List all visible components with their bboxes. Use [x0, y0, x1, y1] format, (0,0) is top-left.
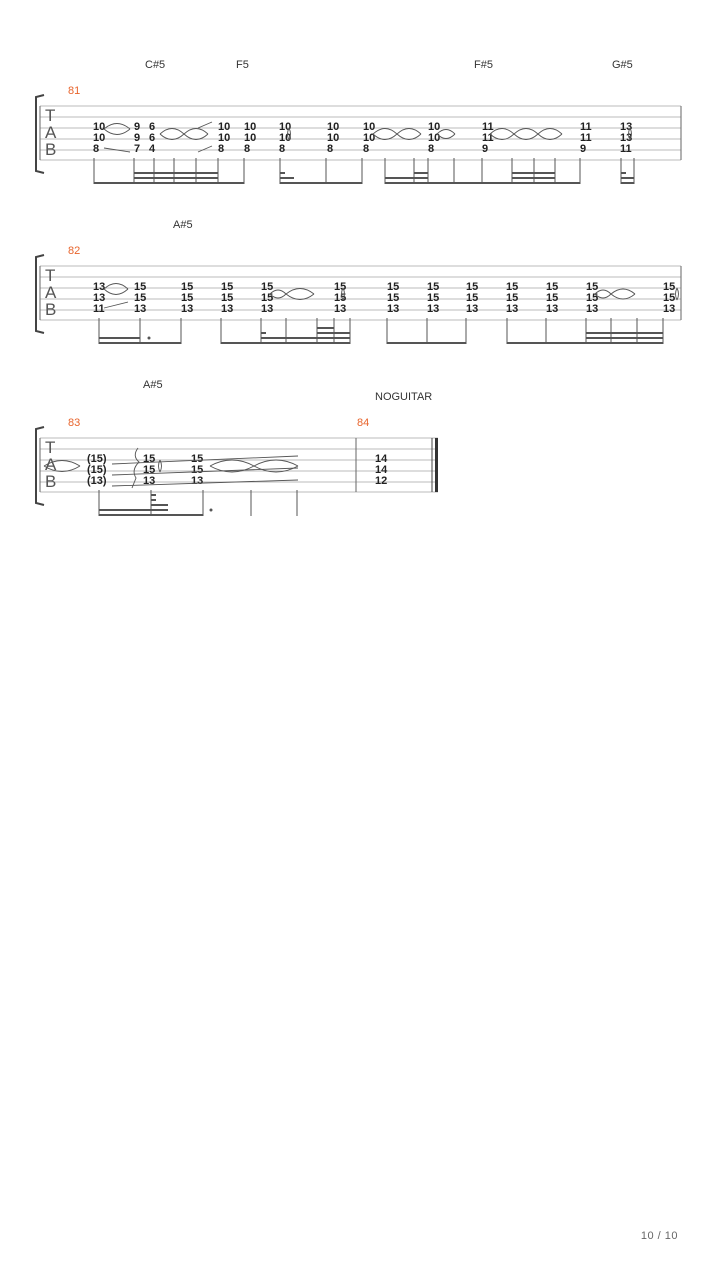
fret-number: 15 — [191, 453, 204, 465]
fret-number: 10 — [244, 132, 257, 144]
fret-number: 13 — [134, 303, 147, 315]
fret-number: 15 — [663, 281, 676, 293]
fret-number: 11 — [620, 143, 632, 155]
fret-number: 15 — [134, 281, 147, 293]
fret-number: 12 — [375, 475, 388, 487]
fret-number: 13 — [466, 303, 479, 315]
fret-number: 15 — [546, 281, 559, 293]
fret-number: 10 — [363, 121, 376, 133]
fret-number: 15 — [427, 281, 440, 293]
tab-clef-letter: A — [45, 455, 57, 474]
fret-number: 15 — [191, 464, 204, 476]
fret-number: 13 — [334, 303, 347, 315]
fret-number: 15 — [466, 281, 479, 293]
fret-number: (15) — [87, 464, 107, 476]
fret-number: 13 — [191, 475, 204, 487]
fret-number: 10 — [218, 132, 231, 144]
tab-clef-letter: T — [45, 438, 56, 457]
fret-number: 15 — [506, 281, 519, 293]
fret-number: 13 — [620, 121, 633, 133]
fret-number: 14 — [375, 464, 388, 476]
fret-number: 8 — [327, 143, 334, 155]
rhythm-stems — [94, 158, 634, 184]
fret-number: 15 — [427, 292, 440, 304]
tab-clef-letter: T — [45, 106, 56, 125]
fret-number: 15 — [586, 292, 599, 304]
fret-number: 15 — [134, 292, 147, 304]
rhythm-beams — [99, 327, 663, 344]
fret-number: 13 — [181, 303, 194, 315]
measure-number: 83 — [68, 417, 81, 429]
fret-number: 15 — [586, 281, 599, 293]
fret-number: 10 — [428, 132, 441, 144]
fret-number: 10 — [363, 132, 376, 144]
rhythm-beams — [94, 172, 634, 184]
fret-number: 15 — [261, 292, 274, 304]
fret-number: 13 — [143, 475, 156, 487]
tab-clef-letter: A — [45, 123, 57, 142]
fret-number: 13 — [93, 281, 106, 293]
fret-number: 4 — [149, 143, 156, 155]
fret-number: 14 — [375, 453, 388, 465]
fret-number: 13 — [427, 303, 440, 315]
measure-number: 84 — [357, 417, 370, 429]
fret-number: 8 — [363, 143, 370, 155]
rhythm-stems — [99, 318, 663, 344]
fret-number: 13 — [663, 303, 676, 315]
fret-number: 9 — [580, 143, 587, 155]
fret-number: 6 — [149, 132, 156, 144]
tab-clef-letter: T — [45, 266, 56, 285]
rhythm-stems — [99, 490, 297, 516]
fret-number: 13 — [620, 132, 633, 144]
fret-number: 10 — [218, 121, 231, 133]
fret-number: 15 — [334, 292, 347, 304]
fret-number: 8 — [244, 143, 251, 155]
fret-number: 11 — [93, 303, 105, 315]
fret-number: 10 — [279, 132, 292, 144]
fret-number: 10 — [327, 132, 340, 144]
system-2 — [36, 219, 681, 344]
fret-number: 10 — [93, 132, 106, 144]
rhythm-beams — [99, 494, 213, 516]
system-3 — [36, 379, 438, 516]
fret-number: 11 — [482, 132, 494, 144]
fret-number: 8 — [218, 143, 225, 155]
fret-number: 13 — [546, 303, 559, 315]
fret-number: 9 — [482, 143, 489, 155]
fret-number: 13 — [261, 303, 274, 315]
system-1 — [36, 59, 681, 184]
fret-number: 8 — [428, 143, 435, 155]
chord-label: A#5 — [173, 219, 193, 231]
text-marking: NOGUITAR — [375, 391, 433, 403]
fret-number: 15 — [181, 281, 194, 293]
fret-number: 11 — [580, 121, 592, 133]
fret-number: 15 — [143, 453, 156, 465]
fret-number: 11 — [580, 132, 592, 144]
page-indicator: 10 / 10 — [640, 1230, 678, 1242]
tab-clef-letter: B — [45, 472, 57, 491]
fret-number: 15 — [466, 292, 479, 304]
fret-number: (15) — [87, 453, 107, 465]
fret-number: 15 — [334, 281, 347, 293]
fret-number: 15 — [261, 281, 274, 293]
measure-number: 82 — [68, 245, 81, 257]
fret-number: 9 — [134, 121, 141, 133]
chord-label: A#5 — [143, 379, 163, 391]
fret-number: 15 — [181, 292, 194, 304]
fret-number: (13) — [87, 475, 107, 487]
final-barline-thick — [435, 438, 438, 492]
chord-label: F#5 — [474, 59, 493, 71]
fret-number: 15 — [387, 292, 400, 304]
fret-number: 13 — [221, 303, 234, 315]
fret-number: 8 — [93, 143, 100, 155]
tab-clef-letter: B — [45, 140, 57, 159]
fret-number: 8 — [279, 143, 286, 155]
fret-number: 15 — [663, 292, 676, 304]
fret-number: 15 — [221, 292, 234, 304]
fret-number: 10 — [244, 121, 257, 133]
fret-number: 11 — [482, 121, 494, 133]
fret-number: 10 — [428, 121, 441, 133]
chord-label: C#5 — [145, 59, 166, 71]
fret-number: 10 — [93, 121, 106, 133]
fret-number: 10 — [279, 121, 292, 133]
fret-number: 13 — [586, 303, 599, 315]
fret-number: 15 — [221, 281, 234, 293]
tab-clef-letter: B — [45, 300, 57, 319]
chord-label: G#5 — [612, 59, 633, 71]
fret-number: 13 — [506, 303, 519, 315]
fret-number: 15 — [546, 292, 559, 304]
fret-number: 15 — [143, 464, 156, 476]
fret-number: 15 — [506, 292, 519, 304]
measure-number: 81 — [68, 85, 81, 97]
fret-number: 13 — [93, 292, 106, 304]
fret-number: 7 — [134, 143, 141, 155]
fret-number: 13 — [387, 303, 400, 315]
tab-clef-letter: A — [45, 283, 57, 302]
fret-number: 15 — [387, 281, 400, 293]
fret-number: 6 — [149, 121, 156, 133]
chord-label: F5 — [236, 59, 249, 71]
fret-number: 9 — [134, 132, 141, 144]
fret-number: 10 — [327, 121, 340, 133]
